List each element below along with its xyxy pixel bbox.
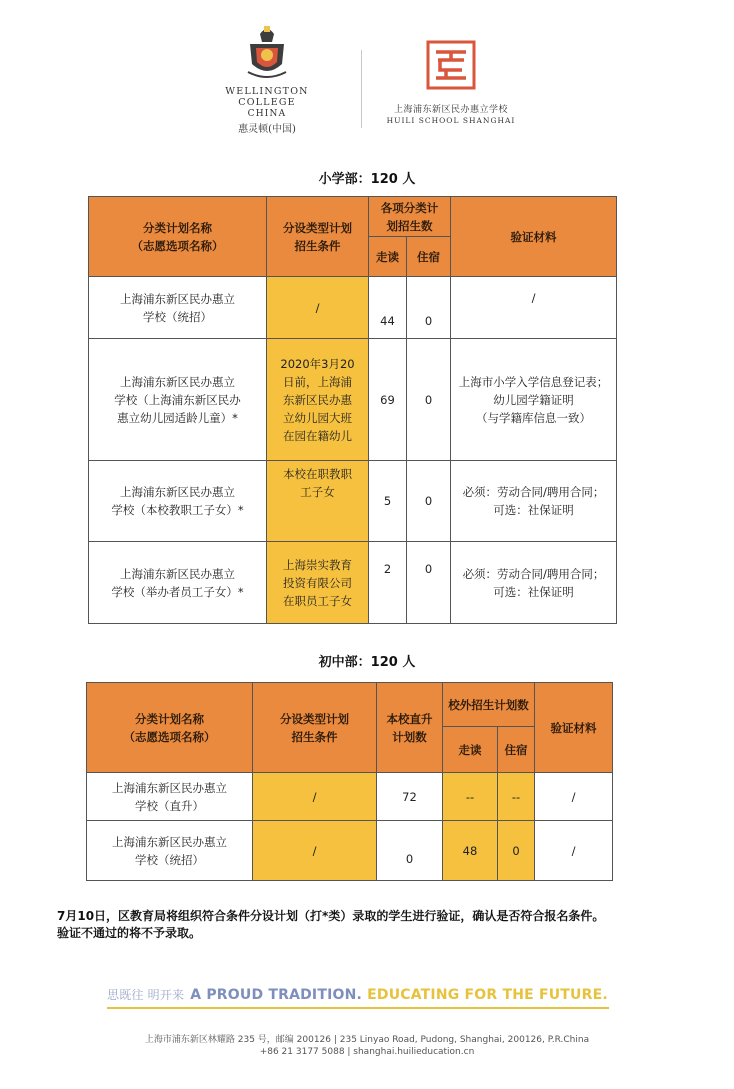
row-name: 上海浦东新区民办惠立 学校（直升） xyxy=(112,780,227,813)
middle-section-title: 初中部：120 人 xyxy=(318,655,416,670)
row-board: 0 xyxy=(498,821,535,881)
footer-slogan xyxy=(107,986,608,1003)
wellington-country: CHINA xyxy=(247,109,287,119)
primary-table xyxy=(88,196,617,624)
table-row xyxy=(89,277,617,339)
row-condition: 2020年3月20 日前，上海浦 东新区民办惠 立幼儿园大班 在园在籍幼儿 xyxy=(280,356,355,443)
row-board: 0 xyxy=(407,542,451,624)
middle-header-day: 走读 xyxy=(443,727,498,773)
middle-header-condition: 分设类型计划 招生条件 xyxy=(280,711,349,744)
row-condition: / xyxy=(267,277,369,339)
footer-address: 上海市浦东新区林耀路 235 号，邮编 200126 | 235 Linyao Road, Pudong, Shanghai, 200126, P.R.China xyxy=(144,1035,590,1045)
primary-section-title: 小学部：120 人 xyxy=(318,172,416,187)
wellington-crest-icon xyxy=(242,22,292,82)
table-row xyxy=(87,821,613,881)
row-condition: 上海崇实教育 投资有限公司 在职员工子女 xyxy=(283,557,352,608)
huili-logo xyxy=(380,40,522,125)
row-day: 5 xyxy=(369,461,407,542)
note-line-2: 验证不通过的将不予录取。 xyxy=(57,926,202,940)
huili-en-name: HUILI SCHOOL SHANGHAI xyxy=(386,116,516,125)
row-materials: 必须：劳动合同/聘用合同； 可选：社保证明 xyxy=(462,566,605,599)
row-materials: / xyxy=(535,773,613,821)
logo-divider xyxy=(361,50,362,128)
row-materials: 上海市小学入学信息登记表； 幼儿园学籍证明 （与学籍库信息一致） xyxy=(458,374,609,425)
row-day: 2 xyxy=(369,542,407,624)
primary-header-materials: 验证材料 xyxy=(451,197,617,277)
slogan-underline xyxy=(107,1007,609,1009)
row-name: 上海浦东新区民办惠立 学校（统招） xyxy=(120,291,235,324)
verification-note xyxy=(57,908,697,942)
huili-cn-name: 上海浦东新区民办惠立学校 xyxy=(393,105,508,115)
primary-header-day: 走读 xyxy=(369,237,407,277)
row-materials: / xyxy=(451,277,617,339)
primary-header-condition: 分设类型计划 招生条件 xyxy=(267,197,369,277)
row-board: 0 xyxy=(407,277,451,339)
row-direct: 0 xyxy=(377,821,443,881)
huili-seal-icon xyxy=(426,40,476,90)
primary-header-name: 分类计划名称 （志愿选项名称） xyxy=(89,197,267,277)
row-day: -- xyxy=(443,773,498,821)
slogan-part1: A PROUD TRADITION. xyxy=(190,987,363,1003)
primary-header-board: 住宿 xyxy=(407,237,451,277)
row-day: 69 xyxy=(369,339,407,461)
row-board: -- xyxy=(498,773,535,821)
table-row xyxy=(87,773,613,821)
middle-header-name: 分类计划名称 （志愿选项名称） xyxy=(123,711,216,744)
row-direct: 72 xyxy=(377,773,443,821)
table-row xyxy=(89,542,617,624)
middle-header-outside: 校外招生计划数 xyxy=(443,683,535,727)
slogan-part2: EDUCATING FOR THE FUTURE. xyxy=(367,987,608,1003)
footer-contact: +86 21 3177 5088 | shanghai.huilieducation.cn xyxy=(259,1047,475,1057)
note-line-1: 7月10日，区教育局将组织符合条件分设计划（打*类）录取的学生进行验证，确认是否符合报名条件。 xyxy=(57,909,605,923)
middle-table xyxy=(86,682,613,881)
row-board: 0 xyxy=(407,461,451,542)
row-materials: / xyxy=(535,821,613,881)
row-materials: 必须：劳动合同/聘用合同； 可选：社保证明 xyxy=(462,485,605,517)
row-condition: / xyxy=(253,821,377,881)
primary-header-plan-count: 各项分类计 划招生数 xyxy=(369,197,451,237)
row-condition: 本校在职教职 工子女 xyxy=(283,467,352,499)
row-day: 44 xyxy=(369,277,407,339)
row-name: 上海浦东新区民办惠立 学校（上海浦东新区民办 惠立幼儿园适龄儿童）* xyxy=(114,374,241,425)
middle-header-direct: 本校直升 计划数 xyxy=(386,711,433,744)
table-row xyxy=(89,339,617,461)
row-condition: / xyxy=(253,773,377,821)
wellington-cn-name: 惠灵顿(中国) xyxy=(238,124,296,135)
row-name: 上海浦东新区民办惠立 学校（举办者员工子女）* xyxy=(111,566,244,599)
slogan-cn: 思既往 明开来 xyxy=(107,988,185,1002)
row-name: 上海浦东新区民办惠立 学校（本校教职工子女）* xyxy=(111,485,244,517)
row-name: 上海浦东新区民办惠立 学校（统招） xyxy=(112,834,227,867)
wellington-name: WELLINGTON COLLEGE xyxy=(225,86,309,108)
middle-header-materials: 验证材料 xyxy=(535,683,613,773)
row-board: 0 xyxy=(407,339,451,461)
wellington-logo xyxy=(196,22,338,135)
middle-header-board: 住宿 xyxy=(498,727,535,773)
row-day: 48 xyxy=(443,821,498,881)
table-row xyxy=(89,461,617,542)
